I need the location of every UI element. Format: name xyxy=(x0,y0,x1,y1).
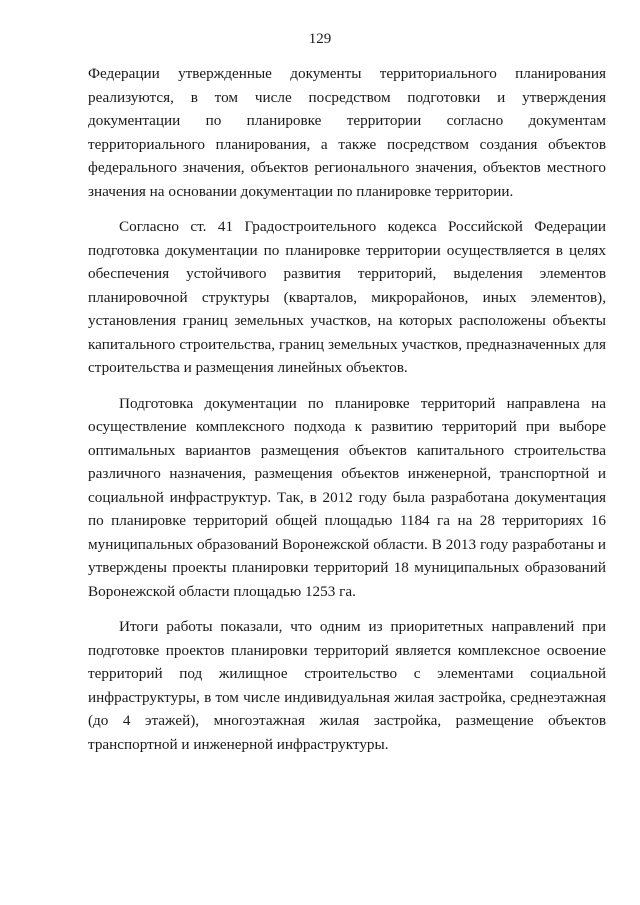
paragraph-planning-documentation: Подготовка документации по планировке территорий направлена на осуществление комплексного подхода к развитию территорий при выборе оптимальных вариантов размещения объектов капитального строительства различного назначения, размещения объектов инженерной, транспортной и социальной инфраструктур. Так, в 2012 году была разработана документация по планировке территорий общей площадью 1184 га на 28 территориях 16 муниципальных образований Воронежской области. В 2013 году разработаны и утверждены проекты планировки территорий 18 муниципальных образований Воронежской области площадью 1253 га. xyxy=(88,394,606,600)
paragraph-continuation: Федерации утвержденные документы территориального планирования реализуются, в том числе посредством подготовки и утверждения документации по планировке территории согласно документам территориального планирования, а также посредством создания объектов федерального значения, объектов регионального значения, объектов местного значения на основании документации по планировке территории. xyxy=(88,65,606,200)
page-number: 129 xyxy=(308,31,332,47)
paragraph-results: Итоги работы показали, что одним из приоритетных направлений при подготовке проектов планировки территорий является комплексное освоение территорий под жилищное строительство с элементами социальной инфраструктуры, в том числе индивидуальная жилая застройка, среднеэтажная (до 4 этажей), многоэтажная жилая застройка, размещение объектов транспортной и инженерной инфраструктуры. xyxy=(88,618,606,753)
text-body xyxy=(88,62,606,756)
paragraph-article-41: Согласно ст. 41 Градостроительного кодекса Российской Федерации подготовка документации по планировке территории осуществляется в целях обеспечения устойчивого развития территорий, выделения элементов планировочной структуры (кварталов, микрорайонов, иных элементов), установления границ земельных участков, на которых расположены объекты капитального строительства, границ земельных участков, предназначенных для строительства и размещения линейных объектов. xyxy=(88,218,606,376)
